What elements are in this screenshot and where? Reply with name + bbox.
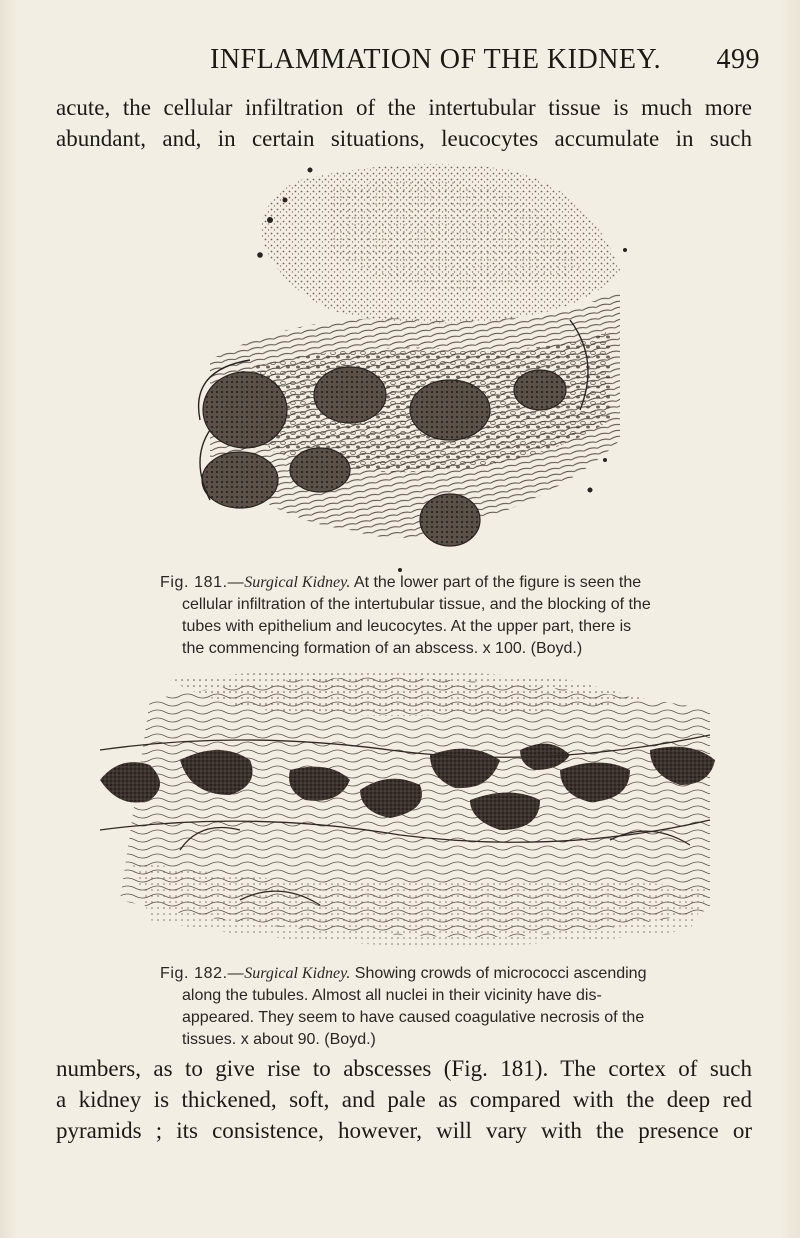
body-line: numbers, as to give rise to abscesses (Fig. 181). The cortex of such <box>56 1056 752 1081</box>
caption-line: appeared. They seem to have caused coagulative necrosis of the <box>182 1009 645 1026</box>
figure-label: Fig. 181.— <box>160 574 245 591</box>
caption-line: the commencing formation of an abscess. x 100. (Boyd.) <box>182 640 583 657</box>
body-line: a kidney is thickened, soft, and pale as compared with the deep red <box>56 1087 752 1112</box>
caption-line <box>160 963 680 985</box>
caption-line <box>160 572 680 594</box>
figure-label: Fig. 182.— <box>160 965 245 982</box>
body-text-bottom <box>56 1053 752 1146</box>
figure-181-illustration <box>150 160 650 580</box>
caption-line: along the tubules. Almost all nuclei in their vicinity have dis- <box>182 987 602 1004</box>
caption-text: At the lower part of the figure is seen the <box>350 574 642 591</box>
caption-text: Showing crowds of micrococci ascending <box>350 965 647 982</box>
figure-182-illustration <box>90 660 730 960</box>
body-line: abundant, and, in certain situations, leucocytes accumulate in such <box>56 126 752 151</box>
caption-line: tubes with epithelium and leucocytes. At the upper part, there is <box>182 618 632 635</box>
caption-line: tissues. x about 90. (Boyd.) <box>182 1031 376 1048</box>
body-line: acute, the cellular infiltration of the intertubular tissue is much more <box>56 95 752 120</box>
figure-182-caption <box>160 963 680 1051</box>
figure-181-caption <box>160 572 680 660</box>
running-head <box>60 44 760 80</box>
figure-title: Surgical Kidney. <box>244 965 351 982</box>
body-line: pyramids ; its consistence, however, will vary with the presence or <box>56 1118 752 1143</box>
running-title: INFLAMMATION OF THE KIDNEY. <box>210 44 662 75</box>
caption-line: cellular infiltration of the intertubular tissue, and the blocking of the <box>182 596 651 613</box>
page-number: 499 <box>716 44 760 75</box>
body-text-top <box>56 92 752 154</box>
figure-title: Surgical Kidney. <box>244 574 351 591</box>
